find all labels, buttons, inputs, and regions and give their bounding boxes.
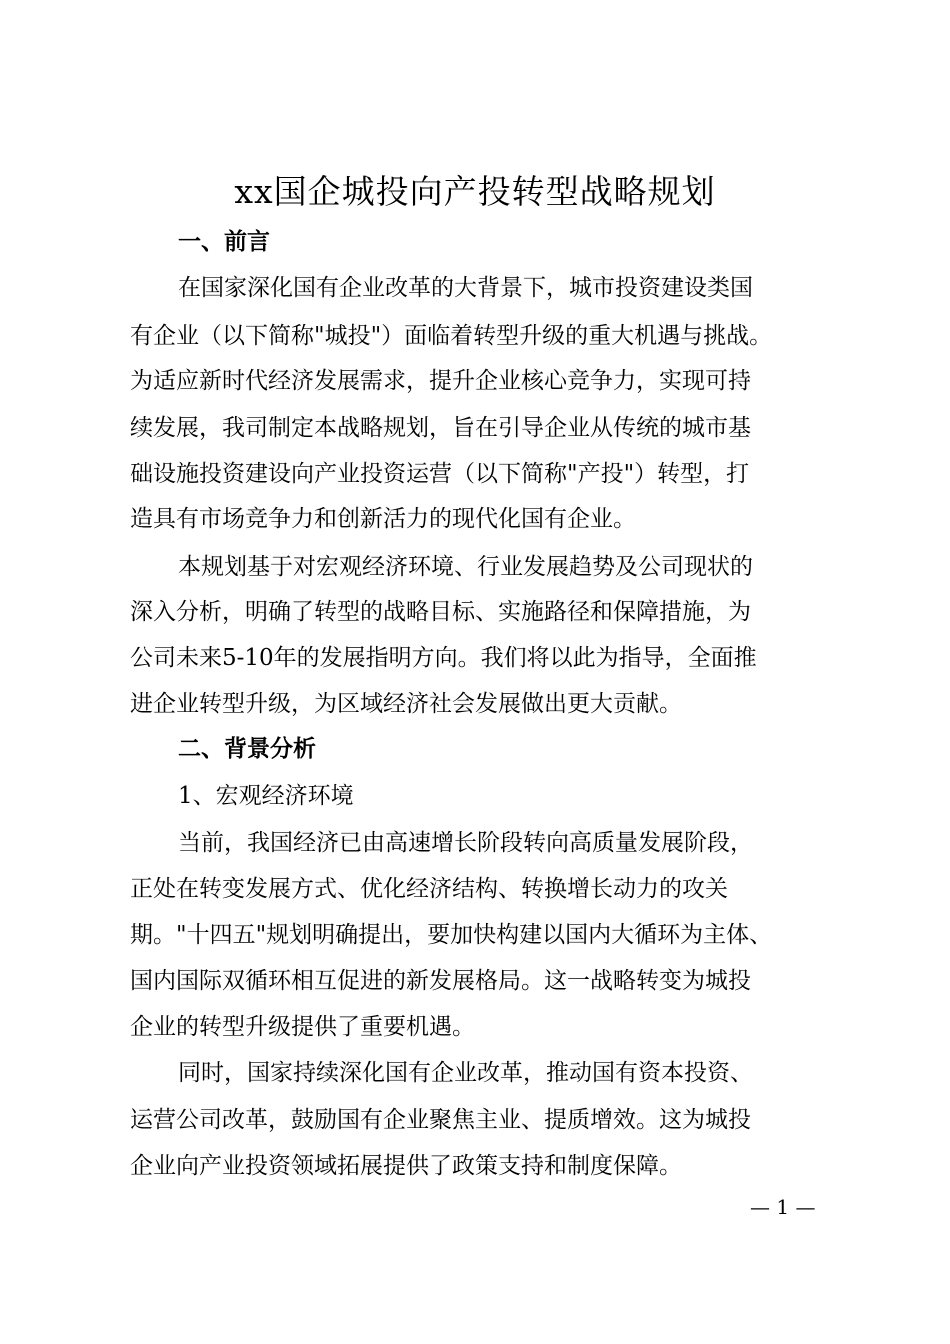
document-title: xx国企城投向产投转型战略规划 xyxy=(234,172,716,211)
paragraph-line: 同时，国家持续深化国有企业改革，推动国有资本投资、 xyxy=(178,1060,753,1086)
paragraph-line: 造具有市场竞争力和创新活力的现代化国有企业。 xyxy=(130,506,636,532)
paragraph-line: 有企业（以下简称"城投"）面临着转型升级的重大机遇与挑战。 xyxy=(130,323,773,349)
paragraph-line: 续发展，我司制定本战略规划，旨在引导企业从传统的城市基 xyxy=(130,415,751,441)
paragraph-line: 在国家深化国有企业改革的大背景下，城市投资建设类国 xyxy=(178,275,753,301)
paragraph-line: 深入分析，明确了转型的战略目标、实施路径和保障措施，为 xyxy=(130,599,751,625)
paragraph-line: 为适应新时代经济发展需求，提升企业核心竞争力，实现可持 xyxy=(130,368,751,394)
subsection-heading-macro: 1、宏观经济环境 xyxy=(178,783,354,809)
paragraph-line: 本规划基于对宏观经济环境、行业发展趋势及公司现状的 xyxy=(178,554,753,580)
section-heading-preface: 一、前言 xyxy=(178,229,270,255)
page-number: — 1 — xyxy=(750,1195,816,1219)
paragraph-line: 正处在转变发展方式、优化经济结构、转换增长动力的攻关 xyxy=(130,876,728,902)
paragraph-line: 进企业转型升级，为区域经济社会发展做出更大贡献。 xyxy=(130,691,682,717)
paragraph-line: 企业的转型升级提供了重要机遇。 xyxy=(130,1014,475,1040)
section-heading-background: 二、背景分析 xyxy=(178,736,316,762)
paragraph-line: 公司未来5-10年的发展指明方向。我们将以此为指导，全面推 xyxy=(130,645,757,671)
paragraph-line: 础设施投资建设向产业投资运营（以下简称"产投"）转型，打 xyxy=(130,461,750,487)
paragraph-line: 企业向产业投资领域拓展提供了政策支持和制度保障。 xyxy=(130,1153,682,1179)
paragraph-line: 运营公司改革，鼓励国有企业聚焦主业、提质增效。这为城投 xyxy=(130,1107,751,1133)
paragraph-line: 当前，我国经济已由高速增长阶段转向高质量发展阶段， xyxy=(178,830,753,856)
paragraph-line: 国内国际双循环相互促进的新发展格局。这一战略转变为城投 xyxy=(130,968,751,994)
paragraph-line: 期。"十四五"规划明确提出，要加快构建以国内大循环为主体、 xyxy=(130,922,773,948)
